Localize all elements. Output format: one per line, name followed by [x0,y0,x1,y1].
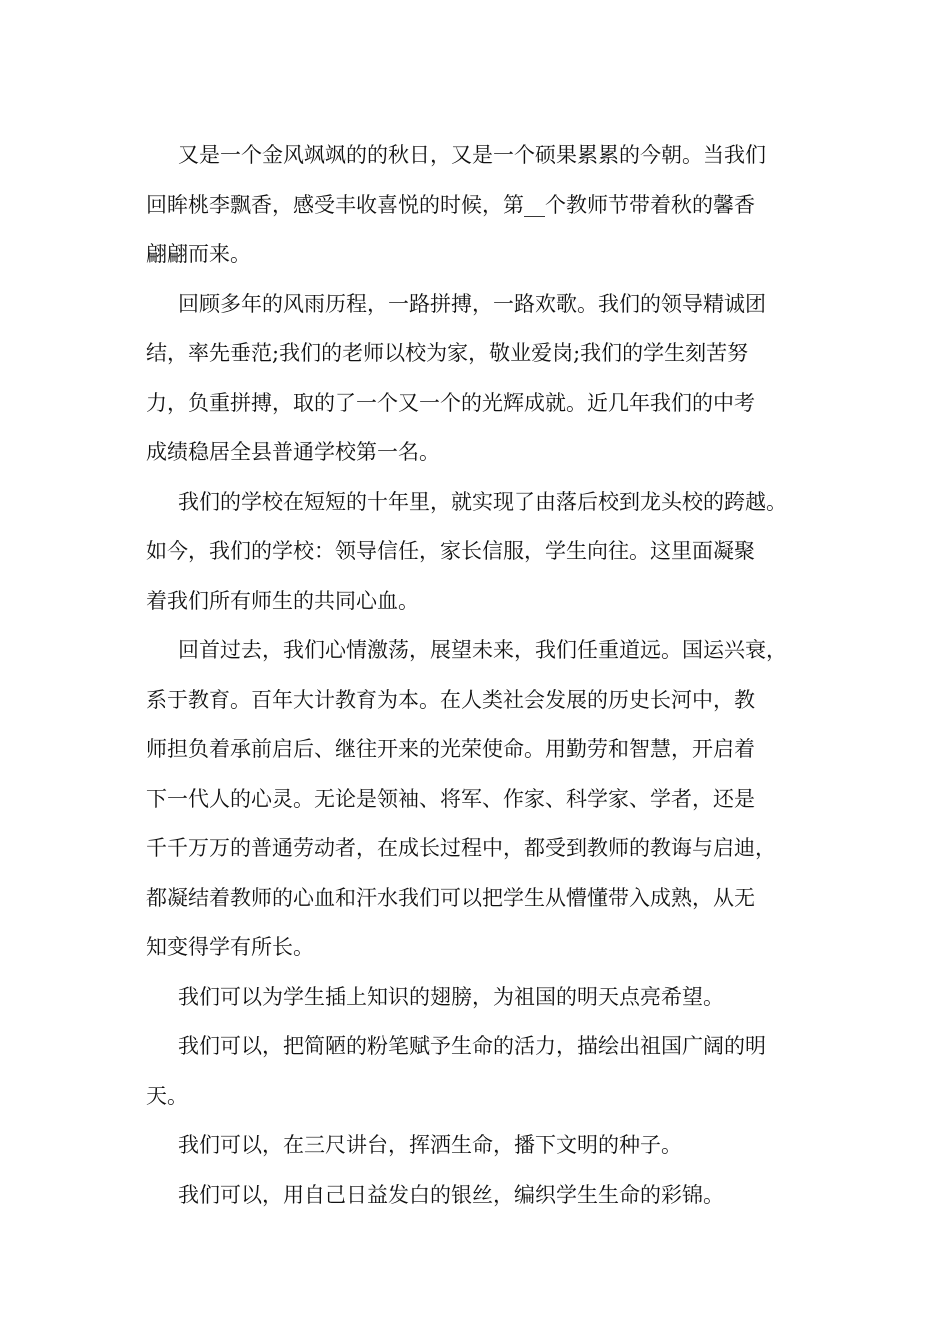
text-line: 成绩稳居全县普通学校第一名。 [146,440,440,464]
text-line: 下一代人的心灵。无论是领袖、将军、作家、科学家、学者，还是 [146,786,755,811]
paragraph-8 [146,1171,836,1221]
paragraph-7 [146,1121,836,1171]
document-body [146,131,836,1220]
text-line: 我们可以，在三尺讲台，挥洒生命，播下文明的种子。 [178,1133,682,1157]
paragraph-6 [146,1022,836,1121]
text-line: 又是一个金风飒飒的的秋日，又是一个硕果累累的今朝。当我们 [178,143,766,167]
text-line: 天。 [146,1083,188,1108]
text-line: 如今，我们的学校：领导信任，家长信服，学生向往。这里面凝聚 [146,539,755,563]
text-line: 力，负重拼搏，取的了一个又一个的光辉成就。近几年我们的中考 [146,390,755,415]
text-line: 都凝结着教师的心血和汗水我们可以把学生从懵懂带入成熟，从无 [146,885,755,910]
text-line: 我们可以，把简陋的粉笔赋予生命的活力，描绘出祖国广阔的明 [178,1034,766,1058]
text-line: 我们可以，用自己日益发白的银丝，编织学生生命的彩锦。 [178,1182,724,1207]
text-line: 回顾多年的风雨历程，一路拼搏，一路欢歌。我们的领导精诚团 [178,291,766,316]
paragraph-5 [146,973,836,1023]
text-line: 知变得学有所长。 [146,935,314,959]
text-line: 翩翩而来。 [146,242,251,266]
paragraph-4 [146,626,836,973]
text-line: 回首过去，我们心情激荡，展望未来，我们任重道远。国运兴衰， [178,638,787,662]
text-line: 我们可以为学生插上知识的翅膀，为祖国的明天点亮希望。 [178,984,724,1009]
paragraph-1 [146,131,836,280]
text-line: 我们的学校在短短的十年里，就实现了由落后校到龙头校的跨越。 [178,489,787,514]
text-line: 师担负着承前启后、继往开来的光荣使命。用勤劳和智慧，开启着 [146,737,755,761]
text-line: 着我们所有师生的共同心血。 [146,588,419,613]
text-line: 回眸桃李飘香，感受丰收喜悦的时候，第__个教师节带着秋的馨香 [146,192,755,217]
text-line: 结，率先垂范;我们的老师以校为家，敬业爱岗;我们的学生刻苦努 [146,341,749,365]
paragraph-3 [146,478,836,627]
paragraph-2 [146,280,836,478]
text-line: 千千万万的普通劳动者，在成长过程中，都受到教师的教诲与启迪， [146,836,776,860]
text-line: 系于教育。百年大计教育为本。在人类社会发展的历史长河中，教 [146,687,755,712]
